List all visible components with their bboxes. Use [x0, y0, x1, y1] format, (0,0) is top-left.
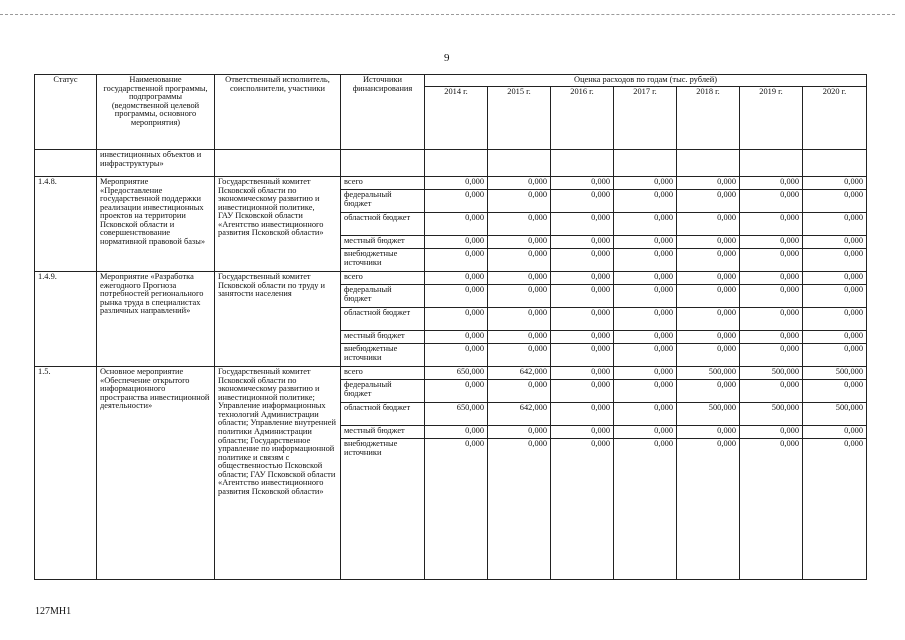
value-cell: 0,000: [677, 426, 740, 439]
value-cell: 0,000: [488, 308, 551, 331]
value-cell: 500,000: [740, 403, 803, 426]
row-responsible-cell: Государственный комитет Псковской области по труду и занятости населения: [215, 272, 341, 367]
continuation-row: [35, 150, 867, 177]
value-cell: 0,000: [803, 344, 867, 367]
source-row: [35, 177, 867, 190]
value-cell: 0,000: [425, 344, 488, 367]
value-cell: 0,000: [614, 177, 677, 190]
header-status: Статус: [35, 75, 97, 150]
value-cell: 0,000: [488, 344, 551, 367]
header-year: 2018 г.: [677, 87, 740, 150]
value-cell: 0,000: [677, 249, 740, 272]
value-cell: 500,000: [803, 367, 867, 380]
source-row: [35, 367, 867, 380]
row-status-cell: 1.5.: [35, 367, 97, 580]
value-cell: 0,000: [740, 190, 803, 213]
value-cell: 0,000: [425, 177, 488, 190]
value-cell: 0,000: [803, 236, 867, 249]
value-cell: 0,000: [488, 439, 551, 580]
value-cell: 0,000: [425, 190, 488, 213]
value-cell: 0,000: [677, 190, 740, 213]
value-cell: 0,000: [614, 367, 677, 380]
value-cell: 0,000: [425, 236, 488, 249]
value-cell: 0,000: [614, 426, 677, 439]
value-cell: 0,000: [803, 249, 867, 272]
scan-top-line: [0, 14, 895, 15]
value-cell: 0,000: [803, 380, 867, 403]
source-label: областной бюджет: [341, 308, 425, 331]
value-cell: 500,000: [677, 367, 740, 380]
value-cell: 0,000: [677, 308, 740, 331]
value-cell: 0,000: [614, 236, 677, 249]
value-cell: 0,000: [425, 213, 488, 236]
value-cell: 0,000: [614, 380, 677, 403]
value-cell: 0,000: [740, 272, 803, 285]
row-name-cell: Мероприятие «Разработка ежегодного Прогноза потребностей регионального рынка труда в специалистах различных направлений»: [97, 272, 215, 367]
continuation-value-cell: [488, 150, 551, 177]
value-cell: 0,000: [551, 190, 614, 213]
source-label: федеральный бюджет: [341, 190, 425, 213]
source-label: местный бюджет: [341, 426, 425, 439]
source-label: внебюджетные источники: [341, 249, 425, 272]
value-cell: 0,000: [614, 213, 677, 236]
value-cell: 0,000: [677, 272, 740, 285]
value-cell: 0,000: [425, 249, 488, 272]
value-cell: 0,000: [677, 213, 740, 236]
value-cell: 0,000: [551, 344, 614, 367]
continuation-source-cell: [341, 150, 425, 177]
continuation-value-cell: [551, 150, 614, 177]
value-cell: 0,000: [677, 439, 740, 580]
continuation-value-cell: [803, 150, 867, 177]
value-cell: 0,000: [488, 272, 551, 285]
value-cell: 0,000: [803, 426, 867, 439]
value-cell: 0,000: [488, 236, 551, 249]
value-cell: 0,000: [488, 285, 551, 308]
budget-table: [34, 74, 867, 580]
header-responsible: Ответственный исполнитель, соисполнители, участники: [215, 75, 341, 150]
source-label: внебюджетные источники: [341, 344, 425, 367]
value-cell: 0,000: [803, 285, 867, 308]
value-cell: 0,000: [614, 439, 677, 580]
value-cell: 0,000: [488, 380, 551, 403]
value-cell: 0,000: [425, 380, 488, 403]
value-cell: 0,000: [551, 285, 614, 308]
value-cell: 0,000: [740, 285, 803, 308]
continuation-value-cell: [740, 150, 803, 177]
value-cell: 0,000: [551, 367, 614, 380]
source-label: всего: [341, 177, 425, 190]
value-cell: 642,000: [488, 367, 551, 380]
value-cell: 0,000: [803, 213, 867, 236]
value-cell: 0,000: [425, 439, 488, 580]
value-cell: 0,000: [551, 439, 614, 580]
page-number: 9: [444, 52, 450, 64]
header-year: 2020 г.: [803, 87, 867, 150]
value-cell: 0,000: [614, 190, 677, 213]
value-cell: 0,000: [488, 213, 551, 236]
value-cell: 0,000: [488, 331, 551, 344]
continuation-status-cell: [35, 150, 97, 177]
source-label: федеральный бюджет: [341, 380, 425, 403]
header-estimate: Оценка расходов по годам (тыс. рублей): [425, 75, 867, 87]
value-cell: 0,000: [740, 344, 803, 367]
value-cell: 500,000: [740, 367, 803, 380]
value-cell: 0,000: [677, 380, 740, 403]
source-label: внебюджетные источники: [341, 439, 425, 580]
value-cell: 650,000: [425, 403, 488, 426]
value-cell: 0,000: [803, 331, 867, 344]
header-year: 2016 г.: [551, 87, 614, 150]
value-cell: 0,000: [614, 344, 677, 367]
row-name-cell: Мероприятие «Предоставление государственной поддержки реализации инвестиционных проектов на территории Псковской области и совершенствование нормативной правовой базы»: [97, 177, 215, 272]
value-cell: 0,000: [740, 249, 803, 272]
source-label: всего: [341, 367, 425, 380]
header-year: 2015 г.: [488, 87, 551, 150]
value-cell: 0,000: [740, 439, 803, 580]
continuation-value-cell: [425, 150, 488, 177]
value-cell: 0,000: [551, 308, 614, 331]
value-cell: 0,000: [425, 426, 488, 439]
value-cell: 0,000: [614, 403, 677, 426]
value-cell: 0,000: [803, 272, 867, 285]
value-cell: 0,000: [677, 285, 740, 308]
value-cell: 0,000: [803, 439, 867, 580]
header-year: 2014 г.: [425, 87, 488, 150]
value-cell: 0,000: [488, 177, 551, 190]
value-cell: 500,000: [677, 403, 740, 426]
value-cell: 500,000: [803, 403, 867, 426]
value-cell: 0,000: [803, 177, 867, 190]
value-cell: 0,000: [803, 190, 867, 213]
value-cell: 0,000: [425, 272, 488, 285]
source-label: всего: [341, 272, 425, 285]
row-status-cell: 1.4.8.: [35, 177, 97, 272]
value-cell: 0,000: [677, 236, 740, 249]
value-cell: 0,000: [740, 177, 803, 190]
value-cell: 0,000: [551, 403, 614, 426]
value-cell: 0,000: [551, 380, 614, 403]
source-label: федеральный бюджет: [341, 285, 425, 308]
value-cell: 0,000: [488, 426, 551, 439]
row-status-cell: 1.4.9.: [35, 272, 97, 367]
value-cell: 0,000: [614, 331, 677, 344]
continuation-name-cell: инвестиционных объектов и инфраструктуры»: [97, 150, 215, 177]
source-row: [35, 272, 867, 285]
value-cell: 0,000: [740, 213, 803, 236]
value-cell: 0,000: [614, 249, 677, 272]
source-label: местный бюджет: [341, 236, 425, 249]
source-label: областной бюджет: [341, 403, 425, 426]
value-cell: 650,000: [425, 367, 488, 380]
source-label: местный бюджет: [341, 331, 425, 344]
value-cell: 0,000: [614, 285, 677, 308]
value-cell: 0,000: [551, 249, 614, 272]
value-cell: 0,000: [677, 331, 740, 344]
value-cell: 0,000: [425, 331, 488, 344]
value-cell: 0,000: [740, 380, 803, 403]
value-cell: 0,000: [488, 190, 551, 213]
value-cell: 0,000: [803, 308, 867, 331]
row-responsible-cell: Государственный комитет Псковской области по экономическому развитию и инвестиционной политике; Управление информационных технологий Администрации области; Управление внутренней политики Администрации области; Государственное управление по информационной политике и связям с общественностью Псковской области; ГАУ Псковской области «Агентство инвестиционного развития Псковской области»: [215, 367, 341, 580]
continuation-responsible-cell: [215, 150, 341, 177]
row-responsible-cell: Государственный комитет Псковской области по экономическому развитию и инвестиционной политике, ГАУ Псковской области «Агентство инвестиционного развития Псковской области»: [215, 177, 341, 272]
continuation-value-cell: [614, 150, 677, 177]
footer-code: 127МН1: [35, 606, 72, 617]
value-cell: 0,000: [551, 426, 614, 439]
value-cell: 0,000: [740, 236, 803, 249]
source-label: областной бюджет: [341, 213, 425, 236]
value-cell: 0,000: [488, 249, 551, 272]
row-name-cell: Основное мероприятие «Обеспечение открытого информационного пространства инвестиционной деятельности»: [97, 367, 215, 580]
value-cell: 642,000: [488, 403, 551, 426]
value-cell: 0,000: [614, 308, 677, 331]
value-cell: 0,000: [551, 272, 614, 285]
value-cell: 0,000: [425, 308, 488, 331]
value-cell: 0,000: [614, 272, 677, 285]
header-year: 2019 г.: [740, 87, 803, 150]
continuation-value-cell: [677, 150, 740, 177]
value-cell: 0,000: [740, 426, 803, 439]
value-cell: 0,000: [740, 331, 803, 344]
value-cell: 0,000: [740, 308, 803, 331]
header-sources: Источники финансирования: [341, 75, 425, 150]
value-cell: 0,000: [425, 285, 488, 308]
header-name: Наименование государственной программы, подпрограммы (ведомственной целевой программы, основного мероприятия): [97, 75, 215, 150]
value-cell: 0,000: [551, 177, 614, 190]
value-cell: 0,000: [677, 344, 740, 367]
value-cell: 0,000: [551, 236, 614, 249]
header-year: 2017 г.: [614, 87, 677, 150]
value-cell: 0,000: [551, 331, 614, 344]
value-cell: 0,000: [551, 213, 614, 236]
value-cell: 0,000: [677, 177, 740, 190]
